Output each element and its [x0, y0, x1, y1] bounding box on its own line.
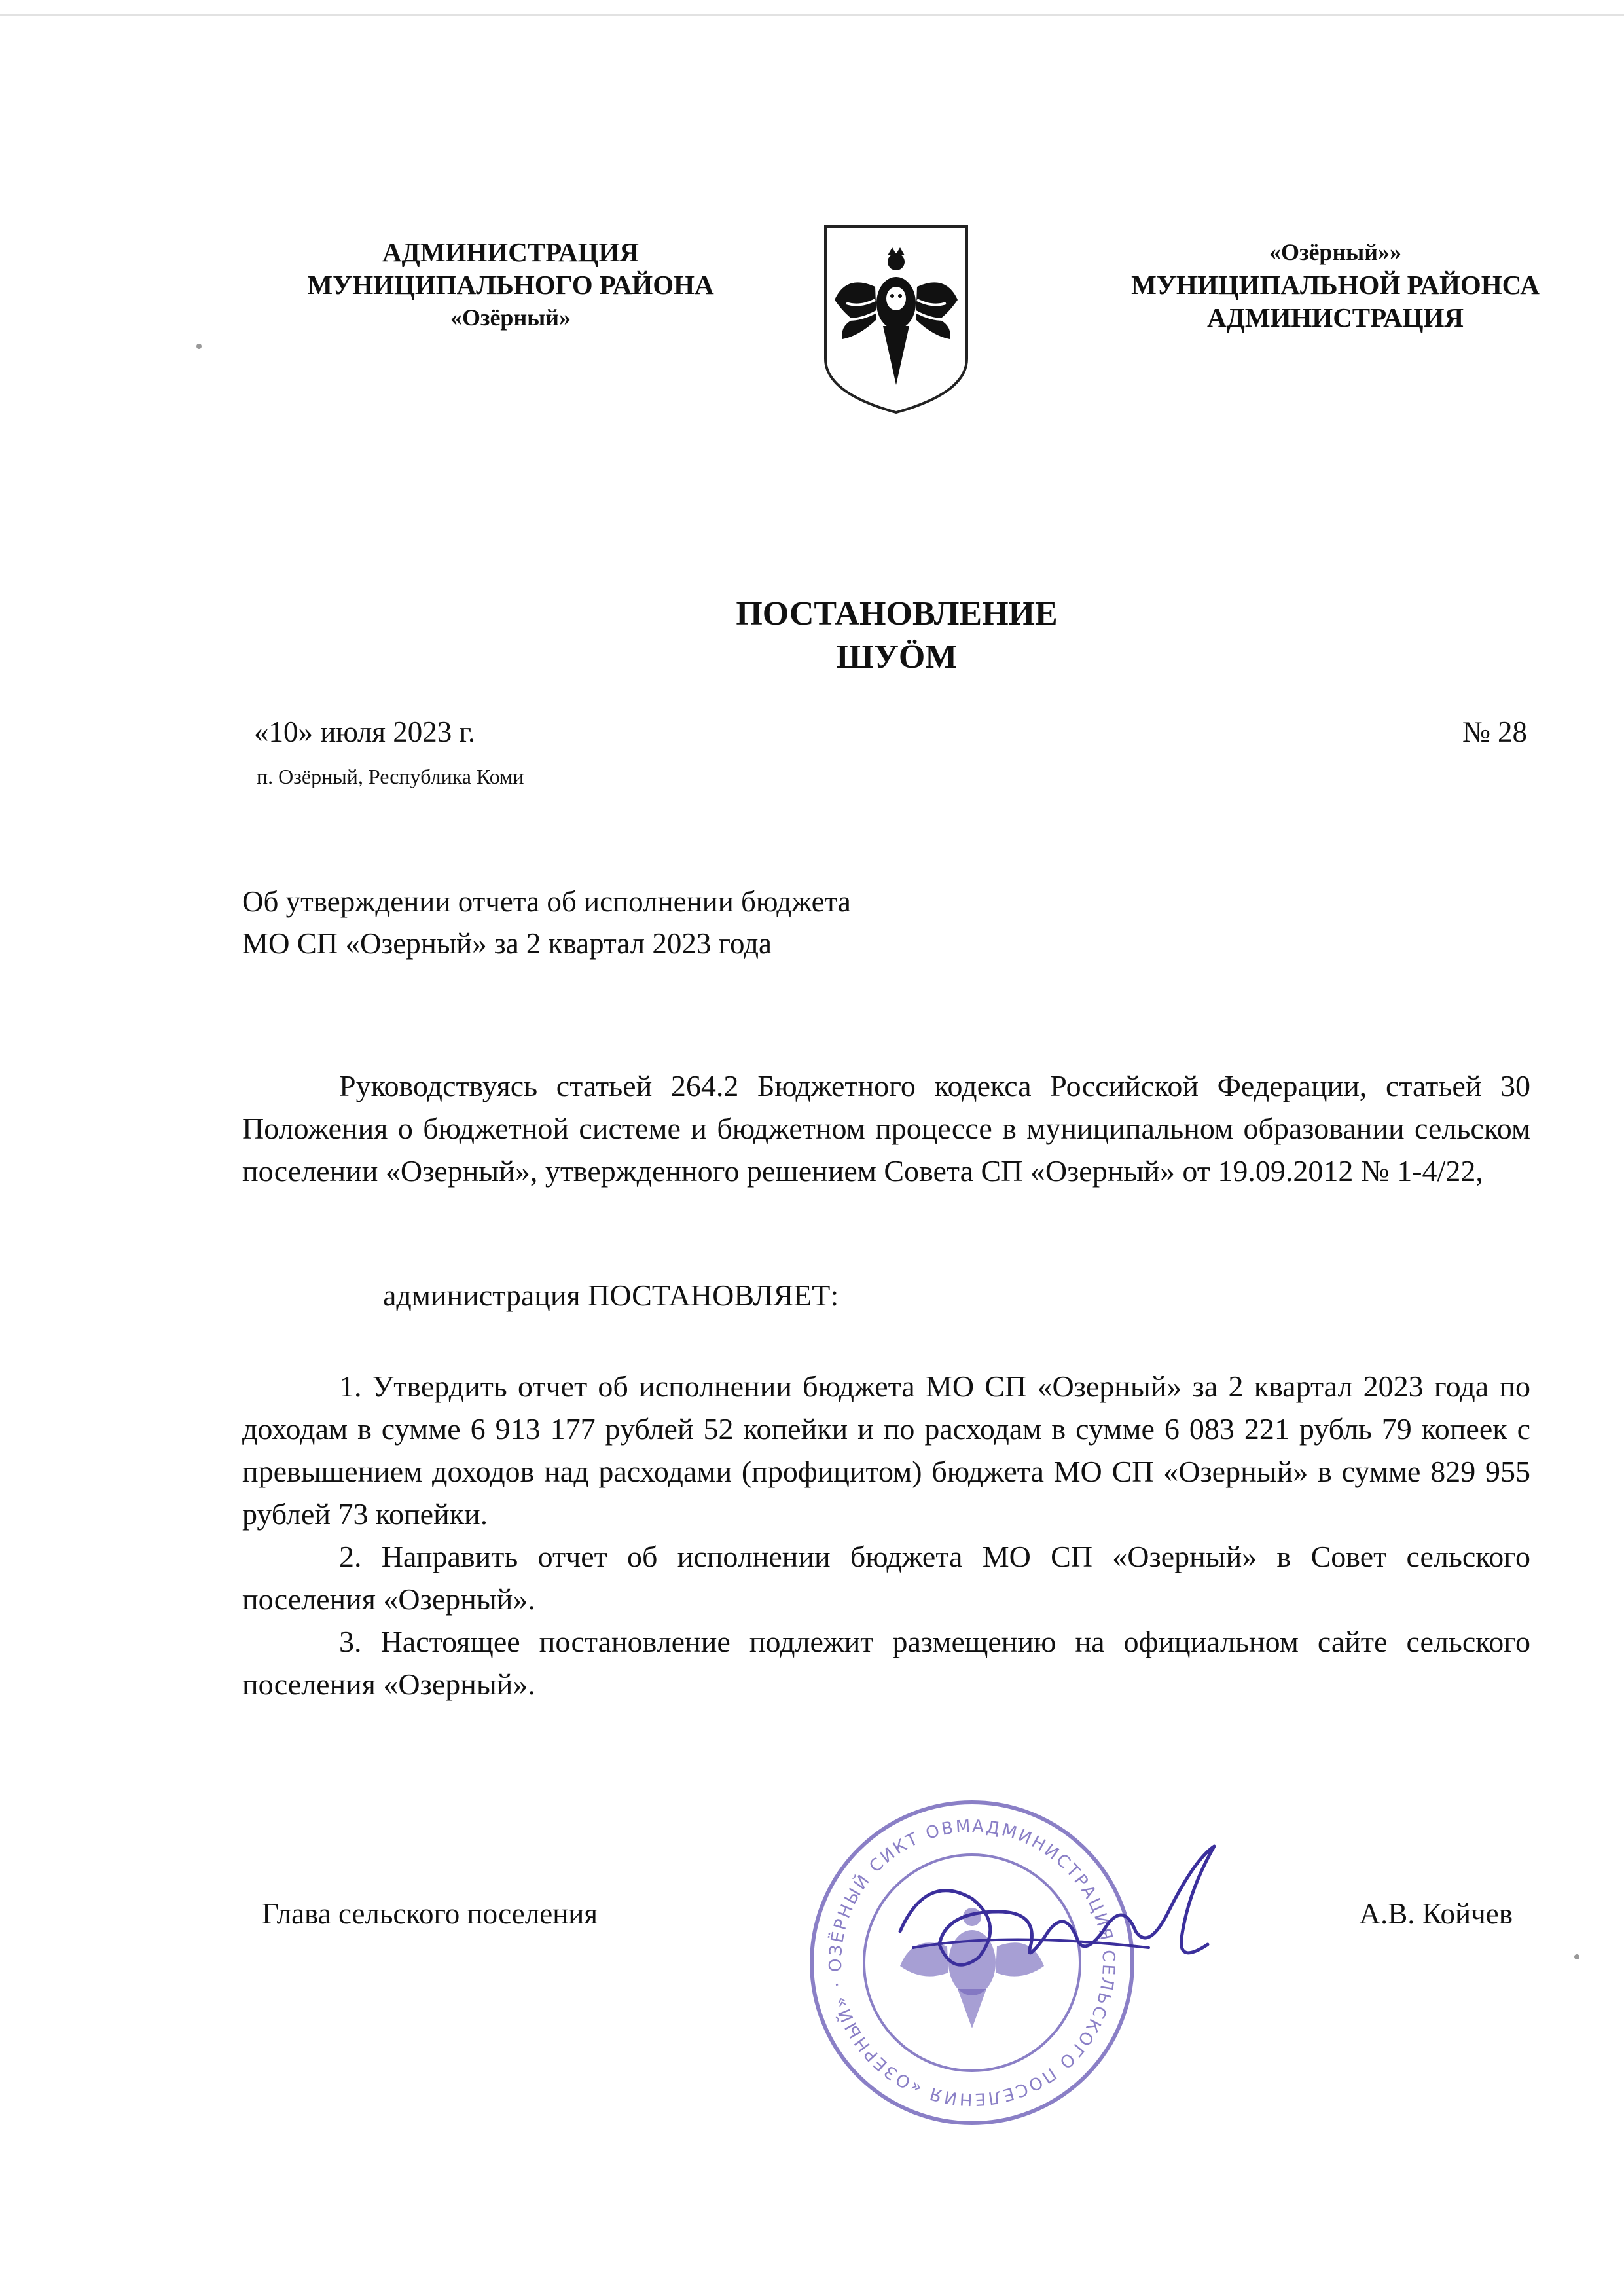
handwritten-signature: [874, 1833, 1240, 2003]
document-number: № 28: [1462, 716, 1527, 748]
header-right-line2: МУНИЦИПАЛЬНОЙ РАЙОНСА: [1131, 270, 1540, 300]
document-subject: [242, 881, 1093, 964]
page-top-edge: [0, 14, 1624, 16]
basis-paragraph: Руководствуясь статьей 264.2 Бюджетного кодекса Российской Федерации, статьей 30 Положения о бюджетной системе и бюджетном процессе в муниципальном образовании сельском поселении «Озерный», утвержденного решением Совета СП «Озерный» от 19.09.2012 № 1-4/22,: [242, 1069, 1530, 1188]
scan-speck: [1574, 1954, 1579, 1959]
decision-item-3: 3. Настоящее постановление подлежит размещению на официальном сайте сельского поселения «Озерный».: [242, 1625, 1530, 1701]
stamp-text: АДМИНИСТРАЦИЯ СЕЛЬСКОГО ПОСЕЛЕНИЯ «ОЗЕРНЫЙ» · ОЗЁРНЫЙ СИКТ ОВМ: [825, 1816, 1119, 2109]
header-left-line3: «Озёрный»: [450, 304, 571, 331]
header-left-block: [236, 236, 785, 334]
decision-item-1: 1. Утвердить отчет об исполнении бюджета МО СП «Озерный» за 2 квартал 2023 года по доходам в сумме 6 913 177 рублей 52 копейки и по расходам в сумме 6 083 221 рубль 79 копеек с превышением доходов над расходами (профицитом) бюджета МО СП «Озерный» в сумме 829 955 рублей 73 копейки.: [242, 1370, 1530, 1531]
document-title-block: [648, 592, 1146, 679]
header-left-line2: МУНИЦИПАЛЬНОГО РАЙОНА: [307, 270, 714, 300]
subject-line2: МО СП «Озерный» за 2 квартал 2023 года: [242, 927, 772, 960]
signatory-name: А.В. Койчев: [1359, 1897, 1513, 1930]
subject-line1: Об утверждении отчета об исполнении бюджета: [242, 885, 851, 918]
decision-items: [242, 1365, 1530, 1705]
header-right-line3: АДМИНИСТРАЦИЯ: [1207, 302, 1464, 333]
coat-of-arms-icon: [820, 221, 972, 418]
header-right-block: [1041, 236, 1624, 334]
document-place: п. Озёрный, Республика Коми: [257, 765, 524, 788]
document-title-komi: ШУÖМ: [836, 638, 958, 676]
decision-item-2: 2. Направить отчет об исполнении бюджета МО СП «Озерный» в Совет сельского поселения «Озерный».: [242, 1540, 1530, 1616]
signatory-position: Глава сельского поселения: [262, 1897, 598, 1930]
document-date: «10» июля 2023 г.: [254, 716, 476, 748]
decides-line: администрация ПОСТАНОВЛЯЕТ:: [383, 1279, 839, 1312]
basis-paragraph-block: [242, 1065, 1530, 1192]
scan-speck: [196, 344, 202, 349]
document-title: ПОСТАНОВЛЕНИЕ: [736, 595, 1058, 632]
header-right-line1: «Озёрный»»: [1269, 239, 1402, 265]
header-left-line1: АДМИНИСТРАЦИЯ: [382, 237, 639, 267]
